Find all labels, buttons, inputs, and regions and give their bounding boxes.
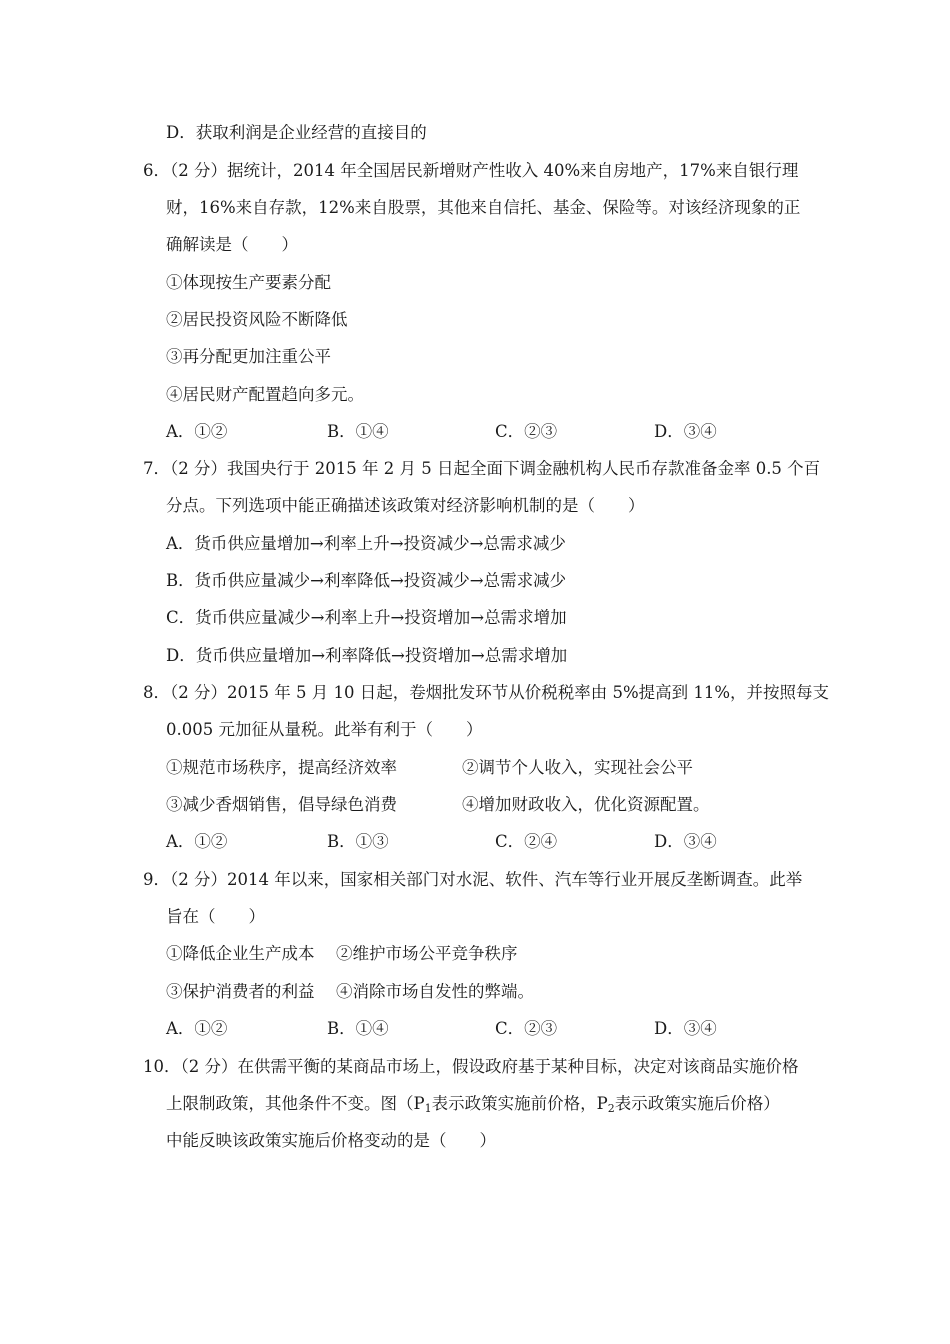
q6-choice-a: A．①②	[166, 422, 228, 441]
q8-stem-line-2: 0.005 元加征从量税。此举有利于（ ）	[166, 720, 483, 739]
q6-item-1: ①体现按生产要素分配	[166, 273, 331, 292]
q7-stem-line-1: 7．（2 分）我国央行于 2015 年 2 月 5 日起全面下调金融机构人民币存款准备金率 0.5 个百	[143, 459, 821, 478]
q6-stem-line-1: 6．（2 分）据统计，2014 年全国居民新增财产性收入 40%来自房地产，17%来自银行理	[143, 161, 799, 180]
q8-stem-line-1: 8．（2 分）2015 年 5 月 10 日起，卷烟批发环节从价税税率由 5%提高到 11%，并按照每支	[143, 683, 830, 702]
q9-choice-d: D．③④	[654, 1019, 717, 1038]
q9-item-2: ②维护市场公平竞争秩序	[336, 944, 518, 963]
q8-item-3: ③减少香烟销售，倡导绿色消费	[166, 795, 397, 814]
q9-item-3: ③保护消费者的利益	[166, 982, 315, 1001]
q6-choice-d: D．③④	[654, 422, 717, 441]
q7-option-a: A．货币供应量增加→利率上升→投资减少→总需求减少	[166, 534, 566, 553]
q8-choice-d: D．③④	[654, 832, 717, 851]
q10-stem-line-2: 上限制政策，其他条件不变。图（$P_1$表示政策实施前价格，$P_2$表示政策实施后价格）	[166, 1094, 780, 1115]
q9-stem-line-2: 旨在（ ）	[166, 907, 265, 926]
q7-stem-line-2: 分点。下列选项中能正确描述该政策对经济影响机制的是（ ）	[166, 496, 645, 515]
q7-option-d: D．货币供应量增加→利率降低→投资增加→总需求增加	[166, 646, 568, 665]
q7-option-b: B．货币供应量减少→利率降低→投资减少→总需求减少	[166, 571, 567, 590]
q8-choice-c: C．②④	[495, 832, 558, 851]
q9-item-1: ①降低企业生产成本	[166, 944, 315, 963]
q8-item-2: ②调节个人收入，实现社会公平	[462, 758, 693, 777]
q9-stem-line-1: 9．（2 分）2014 年以来，国家相关部门对水泥、软件、汽车等行业开展反垄断调查。此举	[143, 870, 803, 889]
q8-item-1: ①规范市场秩序，提高经济效率	[166, 758, 397, 777]
q6-stem-line-2: 财，16%来自存款，12%来自股票，其他来自信托、基金、保险等。对该经济现象的正	[166, 198, 801, 217]
q6-item-2: ②居民投资风险不断降低	[166, 310, 348, 329]
q8-choice-a: A．①②	[166, 832, 228, 851]
q9-item-4: ④消除市场自发性的弊端。	[336, 982, 534, 1001]
q7-option-c: C．货币供应量减少→利率上升→投资增加→总需求增加	[166, 608, 567, 627]
q5-option-d: D．获取利润是企业经营的直接目的	[166, 123, 427, 142]
q6-stem-line-3: 确解读是（ ）	[166, 235, 298, 254]
q10-stem-line-1: 10．（2 分）在供需平衡的某商品市场上，假设政府基于某种目标，决定对该商品实施价格	[143, 1057, 799, 1076]
q6-item-4: ④居民财产配置趋向多元。	[166, 385, 364, 404]
q8-choice-b: B．①③	[327, 832, 389, 851]
q8-item-4: ④增加财政收入，优化资源配置。	[462, 795, 710, 814]
q9-choice-b: B．①④	[327, 1019, 389, 1038]
q9-choice-a: A．①②	[166, 1019, 228, 1038]
q6-item-3: ③再分配更加注重公平	[166, 347, 331, 366]
q6-choice-b: B．①④	[327, 422, 389, 441]
q9-choice-c: C．②③	[495, 1019, 558, 1038]
q6-choice-c: C．②③	[495, 422, 558, 441]
q10-stem-line-3: 中能反映该政策实施后价格变动的是（ ）	[166, 1131, 496, 1150]
